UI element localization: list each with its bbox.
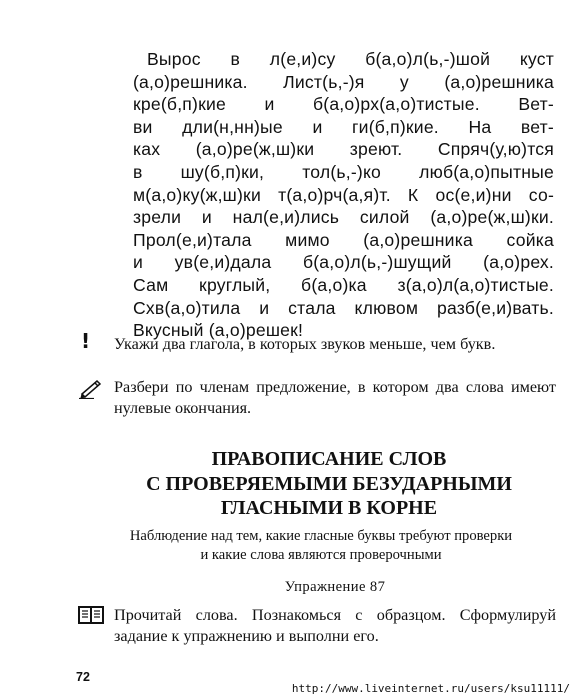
task-read-words-text: Прочитай слова. Познакомься с образцом. Сформулируй задание к упражнению и выполни его. (114, 606, 556, 645)
exercise-line: Прол(е,и)тала мимо (а,о)решника сойка (133, 229, 554, 250)
exercise-line: в шу(б,п)ки, тол(ь,-)ко люб(а,о)пытные (133, 161, 554, 182)
exercise-line: Вырос в л(е,и)су б(а,о)л(ь,-)шой куст (147, 49, 554, 69)
task-read-words (78, 605, 556, 647)
exercise-line: ках (а,о)ре(ж,ш)ки зреют. Спряч(у,ю)тся (133, 139, 554, 160)
exercise-line: м(а,о)ку(ж,ш)ки т(а,о)рч(а,я)т. К ос(е,и)ни со- (133, 184, 554, 205)
exercise-line: (а,о)решника. Лист(ь,-)я у (а,о)решника (133, 71, 554, 92)
book-icon (78, 605, 106, 629)
subtitle-line: и какие слова являются проверочными (200, 546, 442, 563)
task-sentence-parse (78, 377, 556, 419)
exercise-label: Упражнение 87 (284, 579, 386, 595)
exercise-line: зрели и нал(е,и)лись силой (а,о)ре(ж,ш)ки. (133, 207, 554, 228)
exercise-line: и ув(е,и)дала б(а,о)л(ь,-)шущий (а,о)рех. (133, 252, 554, 273)
task-verbs-text: Укажи два глагола, в которых звуков меньше, чем букв. (114, 335, 496, 353)
task-sentence-parse-text: Разбери по членам предложение, в котором два слова имеют нулевые окончания. (114, 378, 556, 417)
exercise-line: Схв(а,о)тила и стала клювом разб(е,и)вать. (133, 297, 554, 318)
exercise-line: Сам круглый, б(а,о)ка з(а,о)л(а,о)тистые. (133, 274, 554, 295)
exercise-line: ви дли(н,нн)ые и ги(б,п)кие. На вет- (133, 116, 554, 137)
pencil-icon (78, 377, 106, 401)
exercise-line: Вкусный (а,о)решек! (133, 320, 304, 341)
exercise-line: кре(б,п)кие и б(а,о)рх(а,о)тистые. Вет- (133, 94, 554, 115)
section-subtitle (84, 527, 558, 564)
section-heading-line: ГЛАСНЫМИ В КОРНЕ (220, 497, 438, 519)
section-heading-line: С ПРОВЕРЯЕМЫМИ БЕЗУДАРНЫМИ (146, 472, 512, 495)
exclamation-icon: ! (81, 329, 91, 353)
subtitle-line: Наблюдение над тем, какие гласные буквы требуют проверки (129, 528, 513, 544)
watermark-url: http://www.liveinternet.ru/users/ksu11111/ (291, 682, 570, 695)
exercise-text (133, 48, 554, 342)
section-heading-line: ПРАВОПИСАНИЕ СЛОВ (211, 448, 447, 470)
page-number: 72 (76, 670, 90, 684)
section-heading (100, 447, 558, 521)
